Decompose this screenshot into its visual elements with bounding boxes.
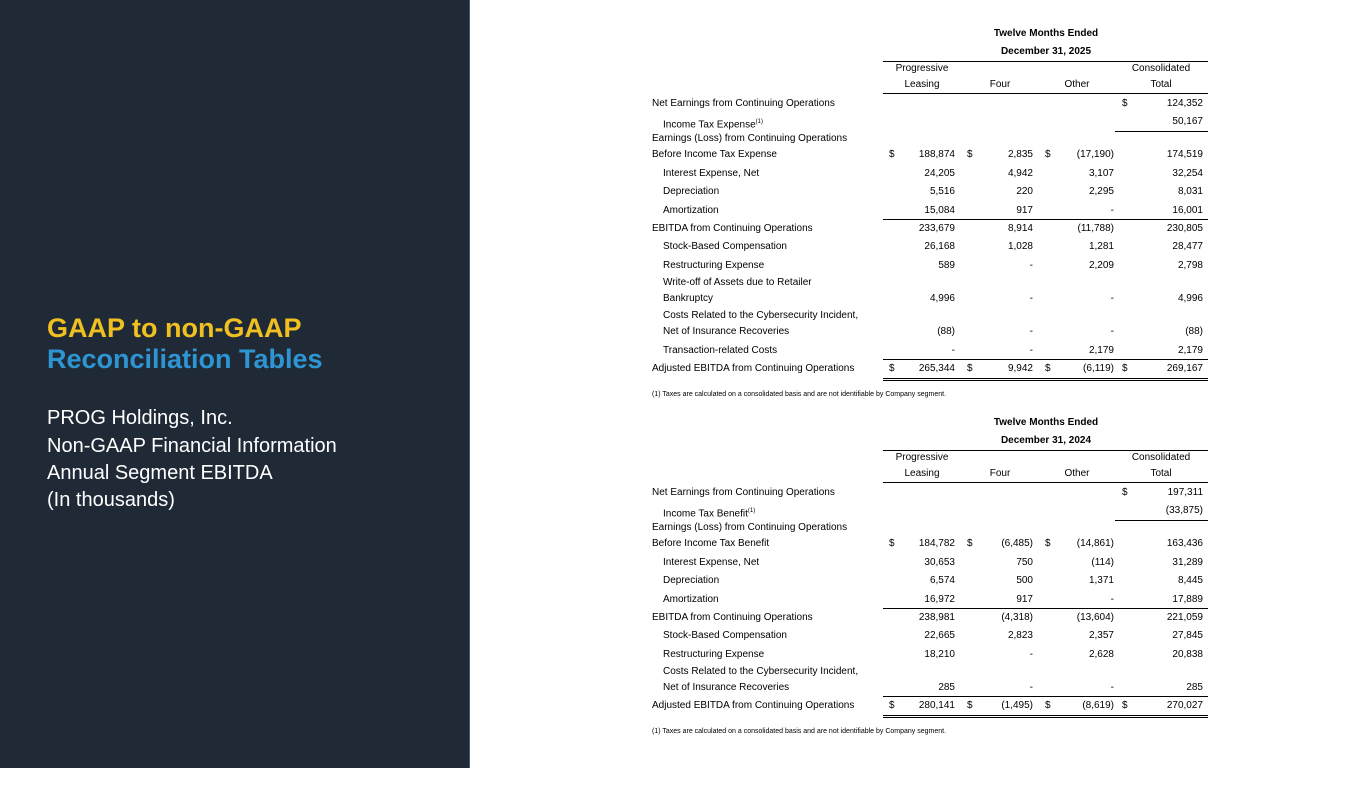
- dollar-sign: $: [1122, 487, 1128, 498]
- double-rule-2: [883, 717, 1208, 718]
- footnote: (1) Taxes are calculated on a consolidated basis and are not identifiable by Company segment.: [652, 728, 947, 735]
- row-b-1-four: -: [1029, 649, 1033, 660]
- row-label: Depreciation: [663, 186, 720, 197]
- row-a-2-progressive: 15,084: [924, 205, 955, 216]
- row-label-writeoff-2: Bankruptcy: [663, 293, 714, 304]
- row-b-0-progressive: 26,168: [924, 241, 955, 252]
- row-label: Stock-Based Compensation: [663, 241, 787, 252]
- double-rule-1: [883, 378, 1208, 379]
- tax-total: (33,875): [1165, 505, 1203, 516]
- row-a-1-four: 500: [1016, 575, 1033, 586]
- row-a-1-other: 1,371: [1088, 575, 1114, 586]
- ebitda-rule: [883, 219, 1208, 220]
- header-period-date: December 31, 2024: [1000, 435, 1092, 446]
- row-b-0-total: 28,477: [1172, 241, 1203, 252]
- row-label-adjusted: Adjusted EBITDA from Continuing Operations: [652, 363, 855, 374]
- transaction-total: 2,179: [1177, 345, 1203, 356]
- row-label-net-earnings: Net Earnings from Continuing Operations: [652, 98, 835, 109]
- ebt-other: (14,861): [1076, 538, 1114, 549]
- ebitda-other: (13,604): [1076, 612, 1114, 623]
- ebt-other: (17,190): [1076, 149, 1114, 160]
- tax-rule: [1115, 131, 1208, 132]
- writeoff-four: -: [1029, 293, 1033, 304]
- row-b-1-progressive: 18,210: [924, 649, 955, 660]
- ebt-progressive: 188,874: [918, 149, 955, 160]
- row-b-0-total: 27,845: [1172, 630, 1203, 641]
- row-a-0-total: 32,254: [1172, 168, 1203, 179]
- row-label-cyber-2: Net of Insurance Recoveries: [663, 326, 790, 337]
- row-label-writeoff-1: Write-off of Assets due to Retailer: [663, 277, 812, 288]
- transaction-progressive: -: [951, 345, 955, 356]
- row-label-adjusted: Adjusted EBITDA from Continuing Operations: [652, 700, 855, 711]
- title-panel: [0, 0, 470, 768]
- column-header-rule: [883, 482, 1208, 483]
- row-label: Depreciation: [663, 575, 720, 586]
- cyber-four: -: [1029, 682, 1033, 693]
- ebitda-progressive: 238,981: [918, 612, 955, 623]
- row-label-cyber-1: Costs Related to the Cybersecurity Incident,: [663, 310, 859, 321]
- cyber-progressive: (88): [937, 326, 955, 337]
- cyber-progressive: 285: [938, 682, 955, 693]
- double-rule-2: [883, 380, 1208, 381]
- cyber-other: -: [1110, 326, 1114, 337]
- double-rule-1: [883, 715, 1208, 716]
- row-a-0-total: 31,289: [1172, 557, 1203, 568]
- writeoff-total: 4,996: [1177, 293, 1203, 304]
- dollar-sign: $: [889, 538, 895, 549]
- ebitda-four: (4,318): [1001, 612, 1033, 623]
- ebitda-total: 230,805: [1166, 223, 1203, 234]
- dollar-sign: $: [1122, 700, 1128, 711]
- row-label-cyber-2: Net of Insurance Recoveries: [663, 682, 790, 693]
- row-a-1-total: 8,031: [1177, 186, 1203, 197]
- column-header-rule: [883, 93, 1208, 94]
- ebt-four: 2,835: [1007, 149, 1033, 160]
- dollar-sign: $: [1122, 98, 1128, 109]
- row-b-0-other: 2,357: [1088, 630, 1114, 641]
- row-b-0-other: 1,281: [1088, 241, 1114, 252]
- row-label-ebt-1: Earnings (Loss) from Continuing Operations: [652, 522, 848, 533]
- adjusted-progressive: 280,141: [918, 700, 955, 711]
- col-other: Other: [1064, 79, 1090, 90]
- row-a-0-four: 4,942: [1007, 168, 1033, 179]
- transaction-other: 2,179: [1088, 345, 1114, 356]
- row-b-1-progressive: 589: [938, 260, 955, 271]
- row-a-2-four: 917: [1016, 205, 1033, 216]
- ebitda-rule: [883, 608, 1208, 609]
- row-label: Interest Expense, Net: [663, 557, 760, 568]
- title-line-1: GAAP to non-GAAP: [47, 313, 302, 343]
- tax-rule: [1115, 520, 1208, 521]
- adjusted-four: 9,942: [1007, 363, 1033, 374]
- header-period-label: Twelve Months Ended: [993, 28, 1099, 39]
- row-b-0-four: 1,028: [1007, 241, 1033, 252]
- dollar-sign: $: [967, 149, 973, 160]
- cyber-total: (88): [1185, 326, 1203, 337]
- row-a-0-other: 3,107: [1088, 168, 1114, 179]
- row-a-0-other: (114): [1091, 557, 1114, 568]
- col-progressive: Progressive: [895, 452, 949, 463]
- ebitda-four: 8,914: [1007, 223, 1033, 234]
- ebitda-other: (11,788): [1077, 223, 1114, 234]
- dollar-sign: $: [1045, 700, 1051, 711]
- financial-table-2024: [652, 409, 1212, 789]
- col-total: Total: [1150, 468, 1172, 479]
- col-progressive: Progressive: [895, 63, 949, 74]
- row-label-tax: Income Tax Expense$^{(1)}$: [663, 119, 763, 131]
- ebt-four: (6,485): [1001, 538, 1033, 549]
- adjusted-rule: [883, 359, 1208, 360]
- dollar-sign: $: [967, 700, 973, 711]
- header-period-date: December 31, 2025: [1000, 46, 1092, 57]
- dollar-sign: $: [1045, 363, 1051, 374]
- ebt-progressive: 184,782: [918, 538, 955, 549]
- row-a-1-progressive: 5,516: [929, 186, 955, 197]
- col-leasing: Leasing: [904, 468, 940, 479]
- row-label-cyber-1: Costs Related to the Cybersecurity Incident,: [663, 666, 859, 677]
- col-consolidated: Consolidated: [1131, 452, 1191, 463]
- net-earnings-total: 124,352: [1166, 98, 1203, 109]
- adjusted-four: (1,495): [1001, 700, 1033, 711]
- col-four: Four: [989, 79, 1011, 90]
- row-b-0-four: 2,823: [1007, 630, 1033, 641]
- row-a-2-total: 16,001: [1172, 205, 1203, 216]
- row-label: Amortization: [663, 205, 719, 216]
- subtitle-units: (In thousands): [47, 489, 175, 511]
- dollar-sign: $: [1122, 363, 1128, 374]
- row-b-1-total: 2,798: [1177, 260, 1203, 271]
- row-label-tax: Income Tax Benefit$^{(1)}$: [663, 508, 756, 520]
- ebitda-total: 221,059: [1166, 612, 1203, 623]
- subtitle-info: Non-GAAP Financial Information: [47, 435, 337, 457]
- row-label: Amortization: [663, 594, 719, 605]
- subtitle-company: PROG Holdings, Inc.: [47, 407, 233, 429]
- row-a-2-total: 17,889: [1172, 594, 1203, 605]
- adjusted-rule: [883, 696, 1208, 697]
- dollar-sign: $: [889, 700, 895, 711]
- ebt-total: 163,436: [1166, 538, 1203, 549]
- adjusted-other: (6,119): [1083, 363, 1114, 374]
- net-earnings-total: 197,311: [1167, 487, 1203, 498]
- row-label-ebt-2: Before Income Tax Expense: [652, 149, 777, 160]
- adjusted-progressive: 265,344: [918, 363, 955, 374]
- row-b-1-four: -: [1029, 260, 1033, 271]
- adjusted-total: 269,167: [1166, 363, 1203, 374]
- tax-total: 50,167: [1172, 116, 1203, 127]
- row-b-0-progressive: 22,665: [924, 630, 955, 641]
- row-a-1-total: 8,445: [1177, 575, 1203, 586]
- row-label: Restructuring Expense: [663, 649, 765, 660]
- adjusted-other: (8,619): [1082, 700, 1114, 711]
- writeoff-other: -: [1110, 293, 1114, 304]
- row-b-1-total: 20,838: [1172, 649, 1203, 660]
- col-four: Four: [989, 468, 1011, 479]
- row-a-0-four: 750: [1016, 557, 1033, 568]
- col-other: Other: [1064, 468, 1090, 479]
- financial-table-2025: [652, 20, 1212, 400]
- row-a-1-four: 220: [1016, 186, 1033, 197]
- col-consolidated: Consolidated: [1131, 63, 1191, 74]
- cyber-four: -: [1029, 326, 1033, 337]
- dollar-sign: $: [1045, 538, 1051, 549]
- col-total: Total: [1150, 79, 1172, 90]
- row-label-ebt-2: Before Income Tax Benefit: [652, 538, 770, 549]
- row-a-2-other: -: [1110, 594, 1114, 605]
- row-label: Interest Expense, Net: [663, 168, 760, 179]
- row-a-1-progressive: 6,574: [929, 575, 955, 586]
- row-a-2-other: -: [1110, 205, 1114, 216]
- cyber-total: 285: [1186, 682, 1203, 693]
- ebitda-progressive: 233,679: [918, 223, 955, 234]
- row-a-0-progressive: 24,205: [924, 168, 955, 179]
- row-a-0-progressive: 30,653: [924, 557, 955, 568]
- ebt-total: 174,519: [1166, 149, 1203, 160]
- footnote: (1) Taxes are calculated on a consolidated basis and are not identifiable by Company segment.: [652, 391, 947, 398]
- dollar-sign: $: [889, 149, 895, 160]
- row-label-ebitda: EBITDA from Continuing Operations: [652, 223, 813, 234]
- header-period-label: Twelve Months Ended: [993, 417, 1099, 428]
- writeoff-progressive: 4,996: [929, 293, 955, 304]
- row-a-2-four: 917: [1016, 594, 1033, 605]
- row-label-net-earnings: Net Earnings from Continuing Operations: [652, 487, 835, 498]
- dollar-sign: $: [889, 363, 895, 374]
- dollar-sign: $: [967, 538, 973, 549]
- dollar-sign: $: [1045, 149, 1051, 160]
- row-a-1-other: 2,295: [1088, 186, 1114, 197]
- adjusted-total: 270,027: [1166, 700, 1203, 711]
- cyber-other: -: [1110, 682, 1114, 693]
- row-label-transaction: Transaction-related Costs: [663, 345, 778, 356]
- row-label: Stock-Based Compensation: [663, 630, 787, 641]
- row-label: Restructuring Expense: [663, 260, 765, 271]
- col-leasing: Leasing: [904, 79, 940, 90]
- row-label-ebitda: EBITDA from Continuing Operations: [652, 612, 813, 623]
- title-line-2: Reconciliation Tables: [47, 344, 323, 374]
- row-a-2-progressive: 16,972: [924, 594, 955, 605]
- dollar-sign: $: [967, 363, 973, 374]
- row-b-1-other: 2,209: [1088, 260, 1114, 271]
- subtitle-segment: Annual Segment EBITDA: [47, 462, 273, 484]
- row-b-1-other: 2,628: [1088, 649, 1114, 660]
- transaction-four: -: [1029, 345, 1033, 356]
- row-label-ebt-1: Earnings (Loss) from Continuing Operations: [652, 133, 848, 144]
